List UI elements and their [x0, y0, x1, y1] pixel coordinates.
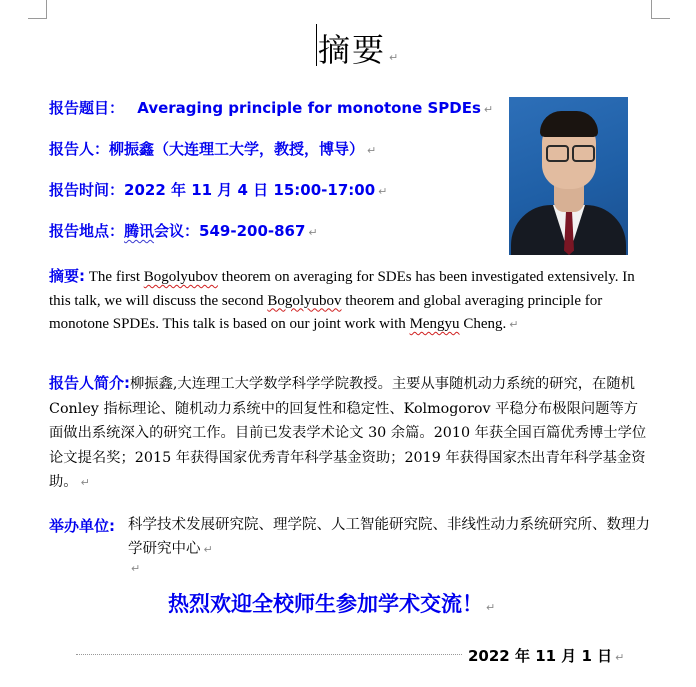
place-rest: 会议：549-200-867 — [154, 222, 306, 240]
paragraph-mark-icon: ↵ — [615, 651, 625, 664]
bogolyubov-word: Bogolyubov — [143, 269, 218, 285]
page-title[interactable] — [318, 25, 400, 71]
abstract-text-2: theorem on averaging for SDEs has been investigated extensively. In this talk, we will discuss the second — [49, 269, 635, 309]
speaker-label: 报告人： — [49, 140, 110, 158]
abstract-text-3: theorem and global averaging principle for monotone SPDEs. This talk is based on our joint work with — [49, 292, 603, 332]
speaker-value: 柳振鑫（大连理工大学，教授，博导） — [109, 140, 365, 158]
speaker-photo — [509, 97, 628, 255]
page-corner-marker — [28, 0, 47, 19]
topic-label: 报告题目： — [49, 99, 125, 117]
paragraph-mark-icon: ↵ — [378, 185, 388, 198]
bio-paragraph[interactable] — [49, 371, 649, 496]
issue-date-text: 2022 年 11 月 1 日 — [468, 647, 613, 665]
paragraph-mark-icon: ↵ — [80, 476, 90, 489]
topic-row[interactable] — [49, 97, 493, 118]
title-text: 摘要 — [318, 31, 387, 69]
paragraph-mark-icon: ↵ — [486, 601, 496, 614]
paragraph-mark-icon: ↵ — [308, 226, 318, 239]
mengyu-word: Mengyu — [409, 316, 460, 332]
speaker-row[interactable] — [49, 138, 376, 159]
host-text[interactable] — [128, 513, 658, 562]
bio-label: 报告人简介: — [49, 374, 130, 392]
time-row[interactable] — [49, 179, 387, 200]
paragraph-mark-icon: ↵ — [203, 543, 213, 556]
paragraph-mark-icon: ↵ — [131, 562, 141, 575]
time-label: 报告时间： — [49, 181, 125, 199]
place-row[interactable] — [49, 220, 318, 241]
paragraph-mark-icon: ↵ — [509, 318, 519, 331]
bio-text: 柳振鑫,大连理工大学数学科学学院教授。主要从事随机动力系统的研究，在随机 Conley 指标理论、随机动力系统中的回复性和稳定性、Kolmogorov 平稳分布极限问题等方面做出系统深入的研究工作。目前已发表学术论文 30 余篇。2010 年获全国百篇优秀博士学位论文提名奖；2015 年获得国家优秀青年科学基金资助；2019 年获得国家杰出青年科学基金资助。 — [49, 376, 647, 490]
page-corner-marker — [651, 0, 670, 19]
paragraph-mark-icon: ↵ — [389, 51, 401, 64]
time-value: 2022 年 11 月 4 日 15:00-17:00 — [124, 181, 376, 199]
paragraph-mark-icon: ↵ — [483, 103, 494, 116]
abstract-paragraph[interactable] — [49, 265, 649, 337]
place-label: 报告地点： — [49, 222, 125, 240]
abstract-label: 摘要: — [49, 267, 85, 285]
text-cursor — [316, 24, 317, 66]
issue-date[interactable] — [468, 645, 624, 666]
paragraph-mark-icon: ↵ — [367, 144, 377, 157]
welcome-banner[interactable] — [168, 588, 495, 618]
abstract-text-1: The first — [88, 269, 144, 285]
host-units: 科学技术发展研究院、理学院、人工智能研究院、非线性动力系统研究所、数理力学研究中心 — [128, 517, 650, 557]
place-tencent: 腾讯 — [124, 222, 155, 240]
abstract-text-4: Cheng. — [459, 316, 507, 332]
dotted-leader-line — [76, 654, 462, 655]
welcome-text: 热烈欢迎全校师生参加学术交流！ — [168, 592, 483, 616]
bogolyubov-word: Bogolyubov — [267, 292, 342, 309]
topic-value: Averaging principle for monotone SPDEs — [137, 99, 481, 117]
host-label: 举办单位: — [49, 517, 115, 535]
